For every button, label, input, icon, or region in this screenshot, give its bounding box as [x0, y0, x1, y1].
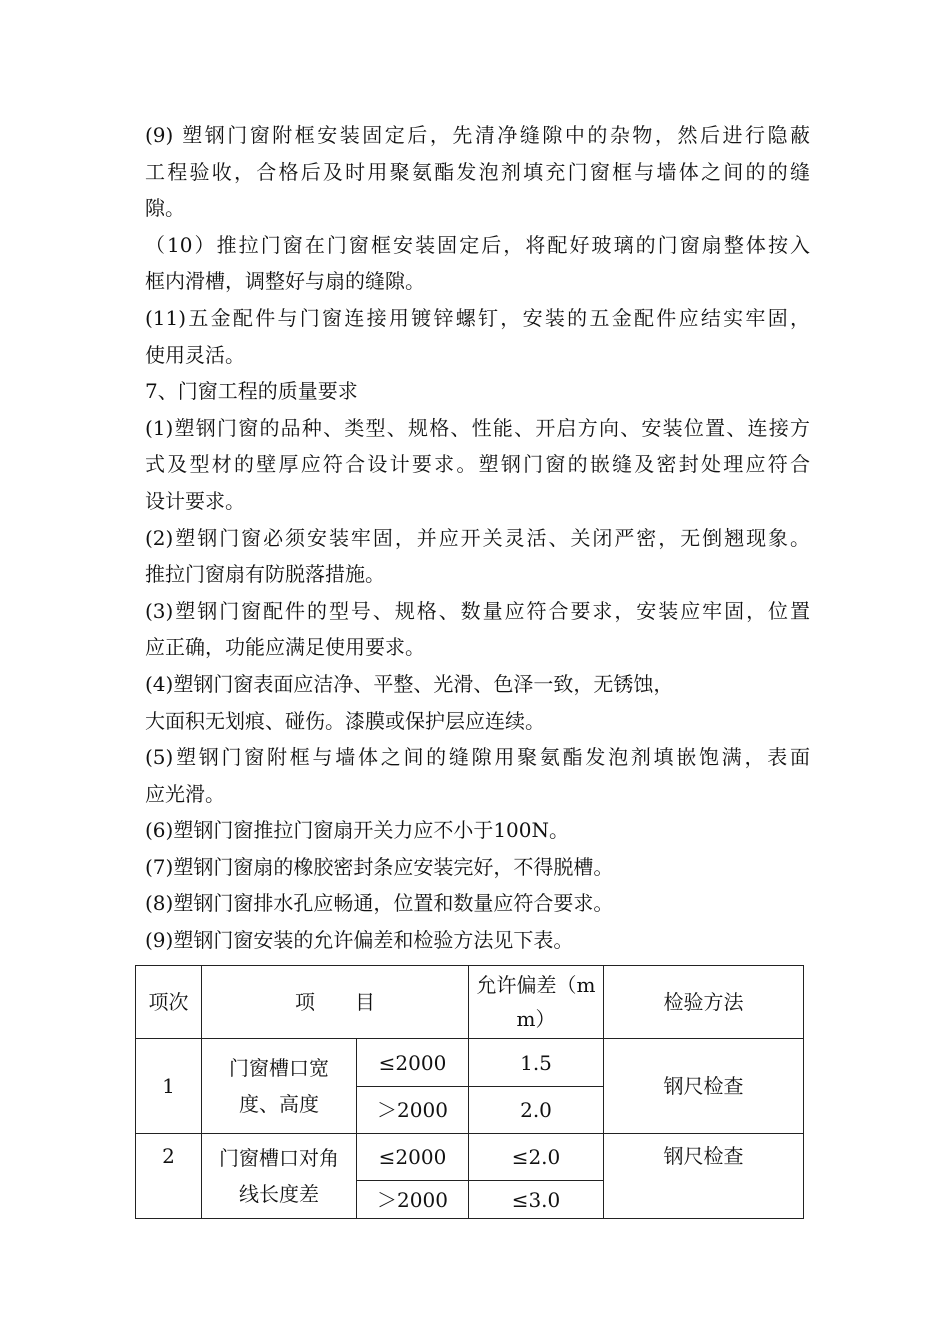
text-line: 应光滑。 — [145, 781, 225, 806]
header-tolerance — [469, 966, 604, 1039]
text-line: 大面积无划痕、碰伤。漆膜或保护层应连续。 — [145, 708, 545, 733]
row-method: 钢尺检查 — [604, 1134, 804, 1219]
text-line: (9) 塑钢门窗附框安装固定后，先清净缝隙中的杂物，然后进行隐蔽 — [145, 123, 810, 147]
header-no: 项次 — [136, 966, 202, 1039]
header-item: 项 目 — [202, 966, 469, 1039]
header-tolerance-line1: 允许偏差（m — [476, 973, 596, 997]
row-tolerance: ≤2.0 — [469, 1134, 604, 1181]
text-line: (9)塑钢门窗安装的允许偏差和检验方法见下表。 — [145, 928, 574, 953]
row-range: ＞2000 — [357, 1181, 469, 1219]
text-line: 隙。 — [145, 196, 185, 221]
section-heading: 7、门窗工程的质量要求 — [145, 379, 358, 404]
text-line: (3)塑钢门窗配件的型号、规格、数量应符合要求，安装应牢固，位置 — [145, 598, 810, 623]
text-line: 式及型材的壁厚应符合设计要求。塑钢门窗的嵌缝及密封处理应符合 — [145, 452, 810, 477]
text-line: (7)塑钢门窗扇的橡胶密封条应安装完好，不得脱槽。 — [145, 854, 614, 879]
row-item — [202, 1039, 357, 1134]
row-method: 钢尺检查 — [604, 1039, 804, 1134]
text-line: (8)塑钢门窗排水孔应畅通，位置和数量应符合要求。 — [145, 891, 614, 916]
row-item — [202, 1134, 357, 1219]
text-line: 推拉门窗扇有防脱落措施。 — [145, 562, 385, 587]
row-item-line2: 线长度差 — [239, 1182, 319, 1206]
table-header-row — [136, 966, 804, 1039]
tolerance-table — [135, 965, 804, 1219]
text-line: (6)塑钢门窗推拉门窗扇开关力应不小于100N。 — [145, 818, 570, 843]
row-item-line2: 度、高度 — [239, 1092, 319, 1116]
row-range: ＞2000 — [357, 1087, 469, 1134]
row-item-line1: 门窗槽口宽 — [229, 1056, 329, 1080]
row-tolerance: 1.5 — [469, 1039, 604, 1087]
text-line: (4)塑钢门窗表面应洁净、平整、光滑、色泽一致，无锈蚀， — [145, 671, 674, 696]
header-method: 检验方法 — [604, 966, 804, 1039]
table-row — [136, 1039, 804, 1087]
row-item-line1: 门窗槽口对角 — [219, 1146, 339, 1170]
text-line: (2)塑钢门窗必须安装牢固，并应开关灵活、关闭严密，无倒翘现象。 — [145, 525, 810, 550]
text-line: (11)五金配件与门窗连接用镀锌螺钉，安装的五金配件应结实牢固， — [145, 305, 810, 330]
text-line: (1)塑钢门窗的品种、类型、规格、性能、开启方向、安装位置、连接方 — [145, 415, 810, 440]
body-text — [145, 117, 810, 959]
table-row — [136, 1134, 804, 1181]
text-line: 设计要求。 — [145, 488, 245, 513]
text-line: (5)塑钢门窗附框与墙体之间的缝隙用聚氨酯发泡剂填嵌饱满，表面 — [145, 745, 810, 770]
row-no: 1 — [136, 1039, 202, 1134]
row-range: ≤2000 — [357, 1039, 469, 1087]
row-tolerance: ≤3.0 — [469, 1181, 604, 1219]
row-tolerance: 2.0 — [469, 1087, 604, 1134]
header-tolerance-line2: m） — [516, 1007, 556, 1031]
row-no: 2 — [136, 1134, 202, 1219]
text-line: 应正确，功能应满足使用要求。 — [145, 635, 425, 660]
text-line: 框内滑槽，调整好与扇的缝隙。 — [145, 269, 425, 294]
text-line: （10）推拉门窗在门窗框安装固定后，将配好玻璃的门窗扇整体按入 — [145, 232, 810, 257]
text-line: 工程验收，合格后及时用聚氨酯发泡剂填充门窗框与墙体之间的的缝 — [145, 159, 810, 184]
text-line: 使用灵活。 — [145, 342, 245, 367]
row-range: ≤2000 — [357, 1134, 469, 1181]
